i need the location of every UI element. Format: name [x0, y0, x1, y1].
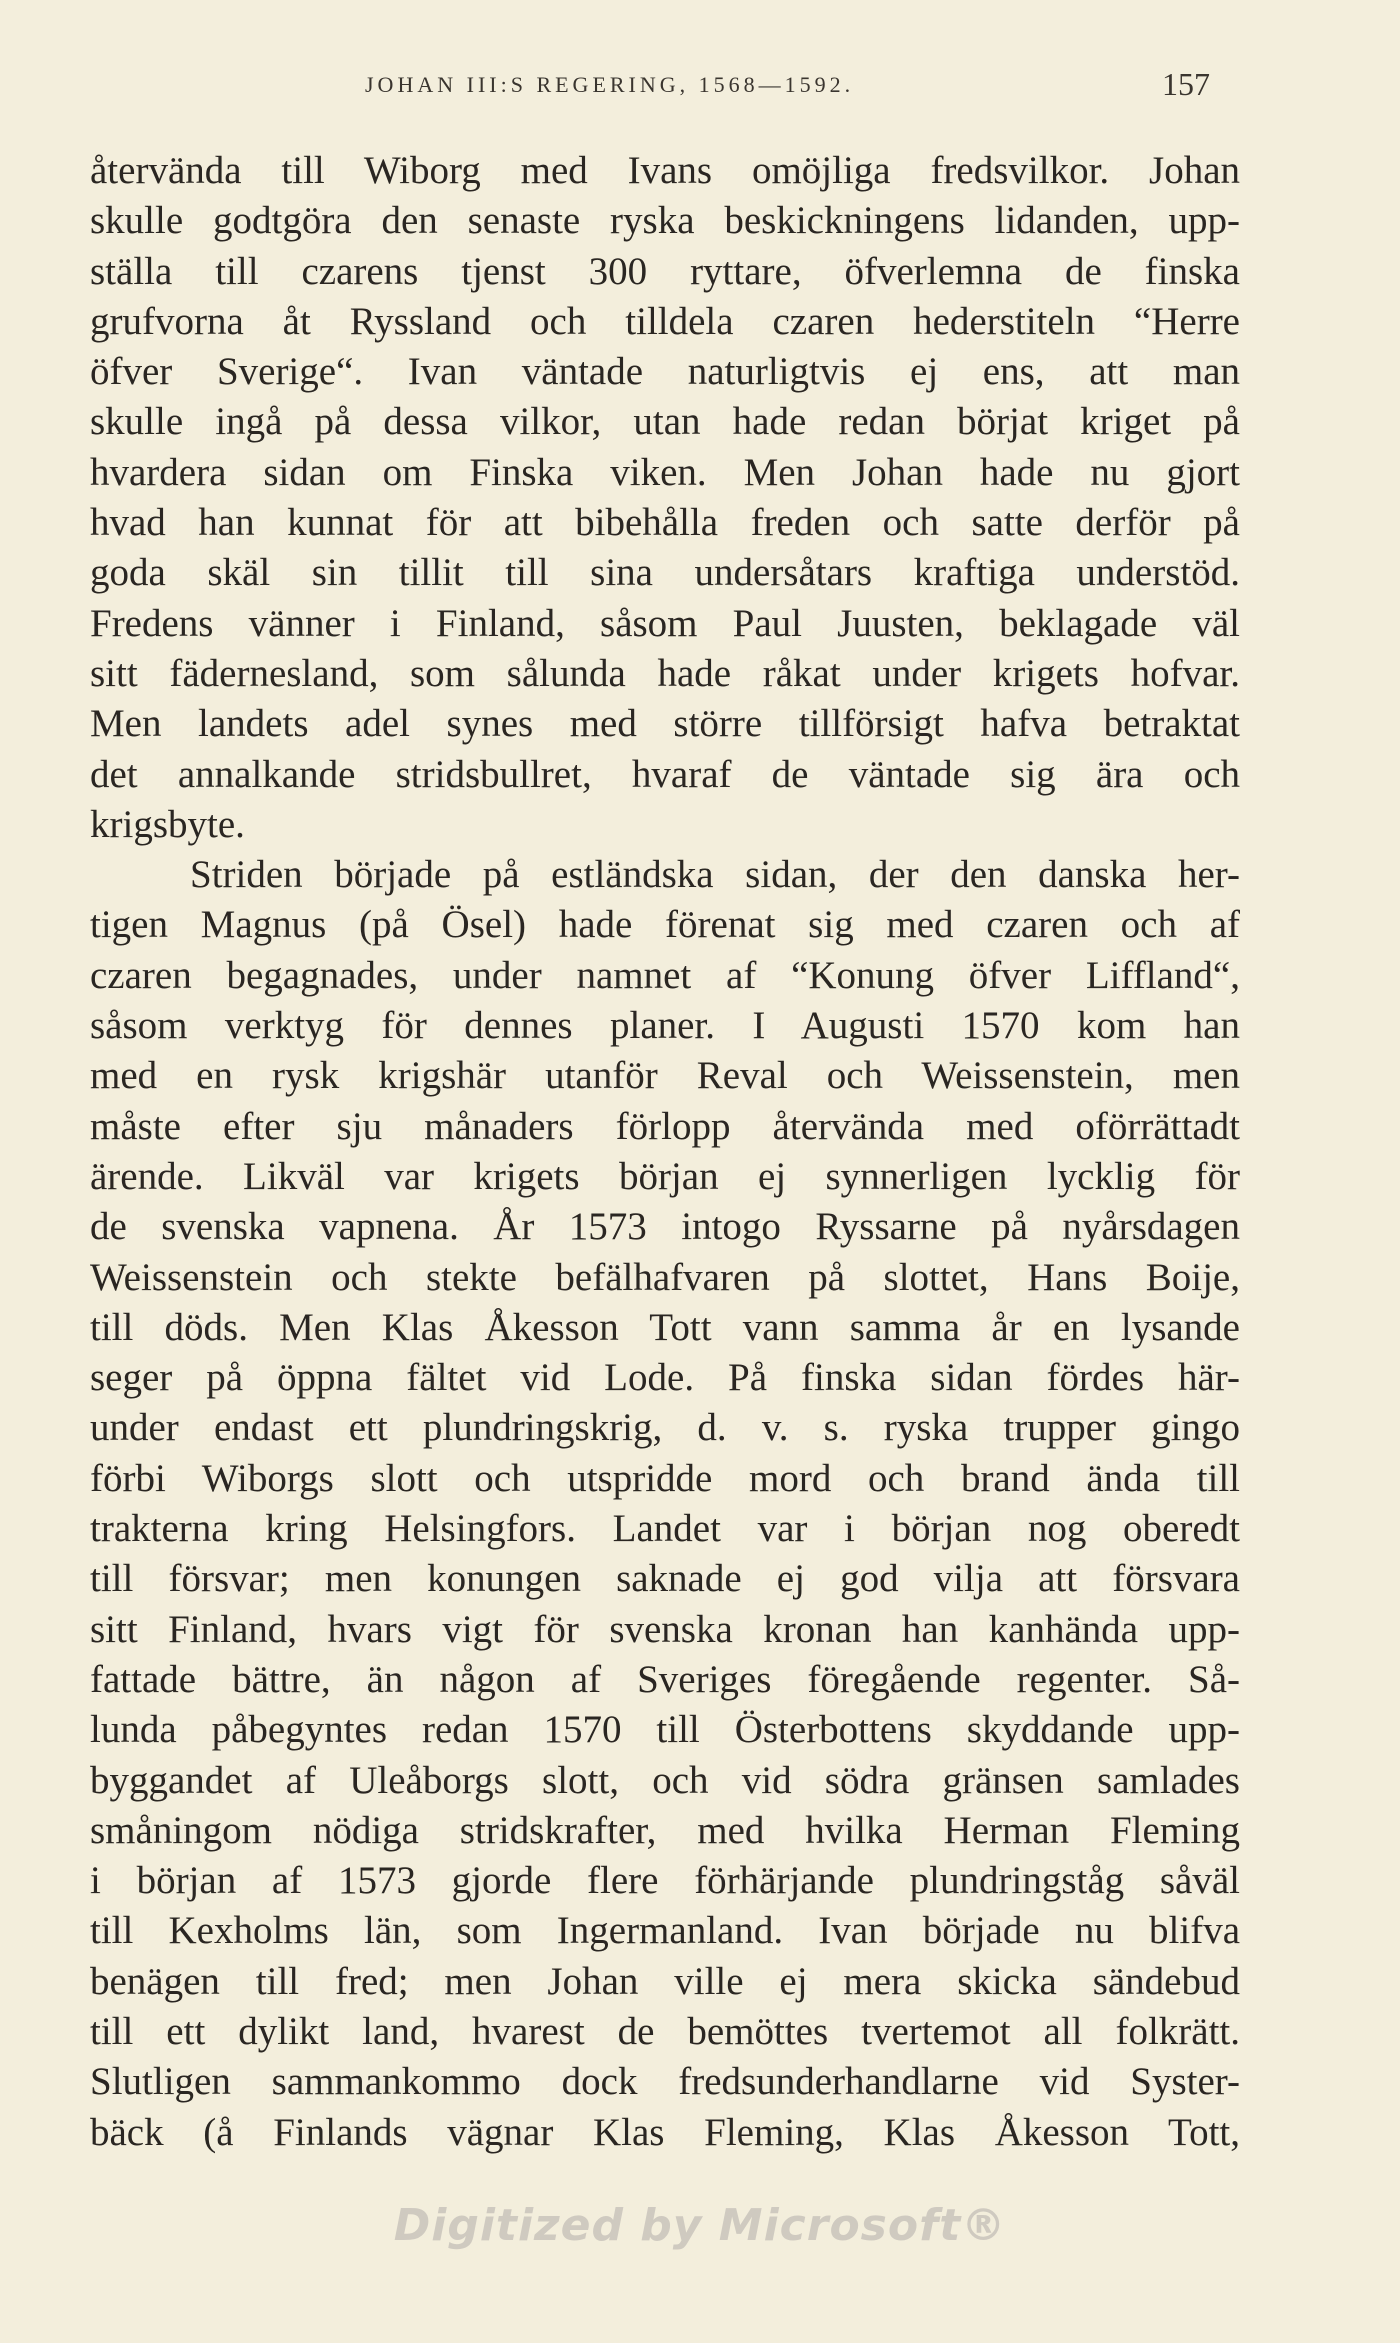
text-line: till Kexholms län, som Ingermanland. Ivan började nu blifva	[90, 1909, 1240, 1953]
text-line: ställa till czarens tjenst 300 ryttare, öfverlemna de finska	[90, 249, 1240, 293]
text-line: grufvorna åt Ryssland och tilldela czaren hederstiteln “Herre	[90, 299, 1240, 343]
text-line: skulle godtgöra den senaste ryska beskickningens lidanden, upp-	[90, 199, 1240, 243]
text-line: ärende. Likväl var krigets början ej synnerligen lycklig för	[90, 1154, 1240, 1198]
text-line: med en rysk krigshär utanför Reval och Weissenstein, men	[90, 1054, 1240, 1098]
text-line: småningom nödiga stridskrafter, med hvilka Herman Fleming	[90, 1808, 1240, 1852]
page-number: 157	[1162, 66, 1210, 102]
text-line: öfver Sverige“. Ivan väntade naturligtvis ej ens, att man	[90, 350, 1240, 394]
page-header	[90, 66, 1240, 112]
text-line: Fredens vänner i Finland, såsom Paul Juusten, beklagade väl	[90, 601, 1240, 645]
text-line: såsom verktyg för dennes planer. I Augusti 1570 kom han	[90, 1004, 1240, 1048]
text-line: de svenska vapnena. År 1573 intogo Ryssarne på nyårsdagen	[90, 1205, 1240, 1249]
text-line: i början af 1573 gjorde flere förhärjande plundringståg såväl	[90, 1859, 1240, 1903]
text-line: Weissenstein och stekte befälhafvaren på slottet, Hans Boije,	[90, 1255, 1240, 1299]
text-line: till döds. Men Klas Åkesson Tott vann samma år en lysande	[90, 1305, 1240, 1349]
text-line: skulle ingå på dessa vilkor, utan hade redan börjat kriget på	[90, 400, 1240, 444]
text-line: hvardera sidan om Finska viken. Men Johan hade nu gjort	[90, 450, 1240, 494]
text-line: benägen till fred; men Johan ville ej mera skicka sändebud	[90, 1959, 1240, 2003]
text-line: krigsbyte.	[90, 802, 245, 846]
text-line: fattade bättre, än någon af Sveriges föregående regenter. Så-	[90, 1657, 1240, 1701]
body-text	[90, 146, 1240, 2158]
text-line: Slutligen sammankommo dock fredsunderhandlarne vid Syster-	[90, 2060, 1240, 2104]
text-line: trakterna kring Helsingfors. Landet var i början nog oberedt	[90, 1507, 1240, 1551]
text-line: måste efter sju månaders förlopp återvända med oförrättadt	[90, 1104, 1240, 1148]
text-line: förbi Wiborgs slott och utspridde mord och brand ända till	[90, 1456, 1240, 1500]
text-line: byggandet af Uleåborgs slott, och vid södra gränsen samlades	[90, 1758, 1240, 1802]
text-line: återvända till Wiborg med Ivans omöjliga fredsvilkor. Johan	[90, 149, 1240, 192]
text-line: seger på öppna fältet vid Lode. På finska sidan fördes här-	[90, 1356, 1240, 1400]
text-line: Men landets adel synes med större tillförsigt hafva betraktat	[90, 702, 1240, 746]
text-line: sitt fädernesland, som sålunda hade råkat under krigets hofvar.	[90, 651, 1240, 695]
watermark: Digitized by Microsoft®	[393, 2200, 1007, 2251]
text-line: czaren begagnades, under namnet af “Konung öfver Liffland“,	[90, 953, 1240, 997]
text-line: till ett dylikt land, hvarest de bemöttes tvertemot all folkrätt.	[90, 2009, 1240, 2053]
text-line: sitt Finland, hvars vigt för svenska kronan han kanhända upp-	[90, 1607, 1240, 1651]
text-line: goda skäl sin tillit till sina undersåtars kraftiga understöd.	[90, 551, 1240, 595]
text-line: lunda påbegyntes redan 1570 till Österbottens skyddande upp-	[90, 1708, 1240, 1752]
text-line: under endast ett plundringskrig, d. v. s. ryska trupper gingo	[90, 1406, 1240, 1450]
text-line: till försvar; men konungen saknade ej god vilja att försvara	[90, 1557, 1240, 1601]
text-line: hvad han kunnat för att bibehålla freden och satte derför på	[90, 501, 1240, 545]
text-line: tigen Magnus (på Ösel) hade förenat sig med czaren och af	[90, 903, 1240, 947]
text-line: det annalkande stridsbullret, hvaraf de väntade sig ära och	[90, 752, 1240, 796]
running-head: JOHAN III:S REGERING, 1568—1592.	[365, 72, 855, 97]
text-line: Striden började på estländska sidan, der den danska her-	[190, 853, 1240, 897]
text-line: bäck (å Finlands vägnar Klas Fleming, Klas Åkesson Tott,	[90, 2110, 1240, 2154]
